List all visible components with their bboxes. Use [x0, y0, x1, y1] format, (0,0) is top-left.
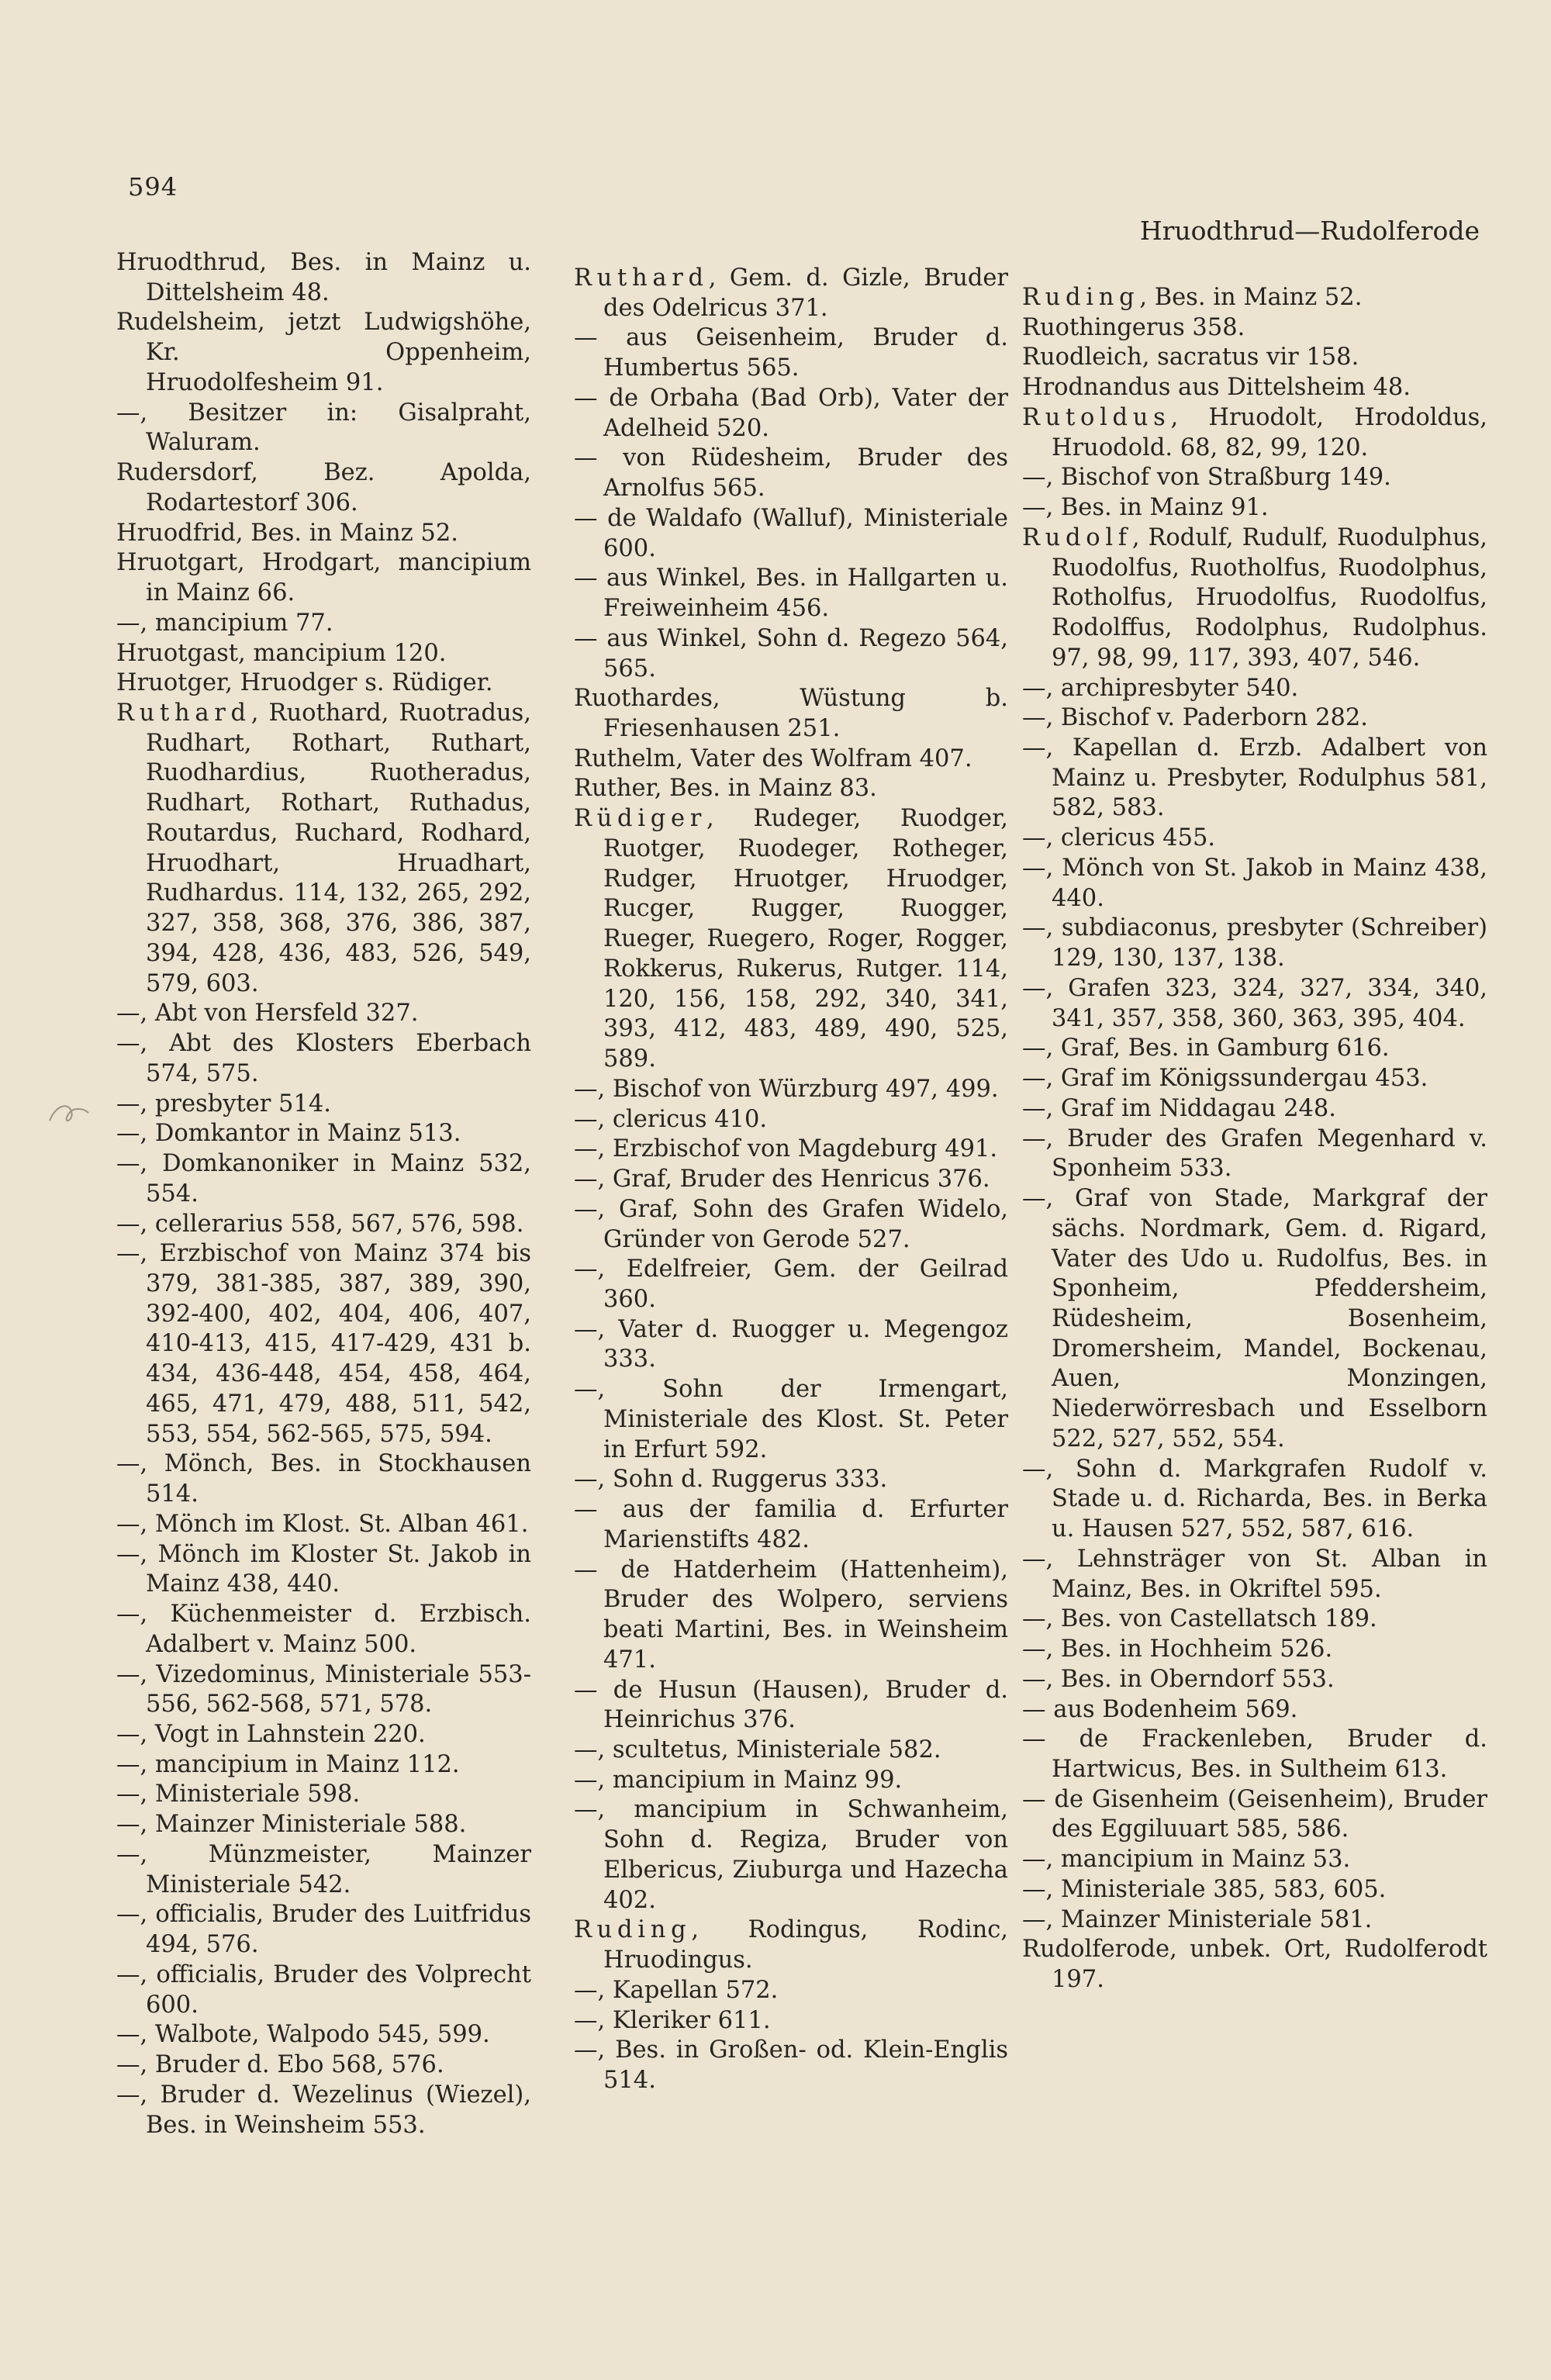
index-entry: Ruding, Bes. in Mainz 52. — [1022, 284, 1363, 311]
index-entry: —, Mönch von St. Jakob in Mainz 438, 440. — [1022, 854, 1487, 912]
index-entry: —, scultetus, Ministeriale 582. — [574, 1736, 941, 1763]
index-entry: —, Kapellan d. Erzb. Adalbert von Mainz u. Presbyter, Rodulphus 581, 582, 583. — [1022, 734, 1487, 822]
pencil-margin-mark-icon — [45, 1097, 92, 1131]
index-entry: Ruther, Bes. in Mainz 83. — [574, 775, 877, 803]
index-entry: —, Abt des Klosters Eberbach 574, 575. — [116, 1030, 531, 1087]
index-entry: —, Bes. in Hochheim 526. — [1022, 1636, 1333, 1663]
index-entry: —, Lehnsträger von St. Alban in Mainz, Bes. in Okriftel 595. — [1022, 1545, 1487, 1603]
index-column-2 — [574, 264, 1008, 2096]
index-entry: —, subdiaconus, presbyter (Schreiber) 129, 130, 137, 138. — [1022, 914, 1487, 972]
index-entry: —, Graf von Stade, Markgraf der sächs. Nordmark, Gem. d. Rigard, Vater des Udo u. Rudolfus, Bes. in Sponheim, Pfeddersheim, Rüdesheim, Bosenheim, Dromersheim, Mandel, Bockenau, Auen, Monzingen, Niederwörresbach und Esselborn 522, 527, 552, 554. — [1022, 1185, 1487, 1453]
index-entry: —, Ministeriale 598. — [116, 1781, 361, 1808]
index-entry: —, Mönch, Bes. in Stockhausen 514. — [116, 1450, 531, 1508]
index-entry: —, Kapellan 572. — [574, 1976, 779, 2004]
index-entry: Hruotger, Hruodger s. Rüdiger. — [116, 669, 493, 697]
running-head: Hruodthrud—Rudolferode — [1139, 216, 1480, 246]
index-entry: —, Vater d. Ruogger u. Megengoz 333. — [574, 1315, 1008, 1373]
index-entry: —, Bischof von Straßburg 149. — [1022, 464, 1391, 492]
index-entry: —, Mainzer Ministeriale 581. — [1022, 1905, 1373, 1933]
index-entry: —, Bruder des Grafen Megenhard v. Sponheim 533. — [1022, 1124, 1487, 1183]
index-entry: —, clericus 410. — [574, 1105, 768, 1133]
index-entry: — aus Winkel, Sohn d. Regezo 564, 565. — [574, 624, 1008, 682]
index-entry: —, mancipium in Mainz 53. — [1022, 1846, 1351, 1874]
index-entry: —, Ministeriale 385, 583, 605. — [1022, 1875, 1387, 1903]
index-entry: —, Graf, Bes. in Gamburg 616. — [1022, 1035, 1390, 1062]
index-entry: — de Waldafo (Walluf), Ministeriale 600. — [574, 504, 1008, 562]
index-entry: Ruthard, Gem. d. Gizle, Bruder des Odelricus 371. — [574, 264, 1008, 322]
index-entry: — de Orbaha (Bad Orb), Vater der Adelheid 520. — [574, 384, 1008, 442]
index-entry: Ruthelm, Vater des Wolfram 407. — [574, 744, 972, 772]
index-entry: —, Bes. in Oberndorf 553. — [1022, 1665, 1335, 1693]
index-entry: — aus Winkel, Bes. in Hallgarten u. Freiweinheim 456. — [574, 565, 1008, 623]
index-entry: Hruotgart, Hrodgart, mancipium in Mainz 66. — [116, 549, 531, 607]
index-entry: Rudolferode, unbek. Ort, Rudolferodt 197. — [1022, 1936, 1487, 1994]
index-entry: — de Gisenheim (Geisenheim), Bruder des Eggiluuart 585, 586. — [1022, 1785, 1487, 1843]
index-entry: —, archipresbyter 540. — [1022, 674, 1299, 702]
index-entry: —, Sohn der Irmengart, Ministeriale des Klost. St. Peter in Erfurt 592. — [574, 1376, 1008, 1463]
index-column-1 — [116, 248, 531, 2140]
index-entry: —, cellerarius 558, 567, 576, 598. — [116, 1210, 524, 1238]
index-entry: —, Erzbischof von Magdeburg 491. — [574, 1135, 998, 1163]
index-entry: —, Besitzer in: Gisalpraht, Waluram. — [116, 399, 531, 457]
index-entry: —, Erzbischof von Mainz 374 bis 379, 381-385, 387, 389, 390, 392-400, 402, 404, 406, 407, 410-413, 415, 417-429, 431 b. 434, 436-448, 454, 458, 464, 465, 471, 479, 488, 511, 542, 553, 554, 562-565, 575, 594. — [116, 1240, 531, 1448]
index-entry: —, Domkantor in Mainz 513. — [116, 1120, 461, 1148]
index-entry: — de Frackenleben, Bruder d. Hartwicus, Bes. in Sultheim 613. — [1022, 1725, 1487, 1783]
index-entry: Hrodnandus aus Dittelsheim 48. — [1022, 374, 1411, 402]
index-entry: —, officialis, Bruder des Luitfridus 494, 576. — [116, 1901, 531, 1959]
index-entry: —, Grafen 323, 324, 327, 334, 340, 341, 357, 358, 360, 363, 395, 404. — [1022, 974, 1487, 1032]
index-entry: —, Kleriker 611. — [574, 2006, 771, 2034]
index-entry: Hruodthrud, Bes. in Mainz u. Dittelsheim 48. — [116, 249, 531, 306]
index-entry: —, Küchenmeister d. Erzbisch. Adalbert v. Mainz 500. — [116, 1601, 531, 1658]
index-entry: —, mancipium 77. — [116, 609, 333, 637]
index-entry: —, Mönch im Kloster St. Jakob in Mainz 438, 440. — [116, 1540, 531, 1598]
index-entry: —, Bes. in Großen- od. Klein-Englis 514. — [574, 2036, 1008, 2095]
index-entry: — de Hatderheim (Hattenheim), Bruder des Wolpero, serviens beati Martini, Bes. in Weinsheim 471. — [574, 1556, 1008, 1674]
index-entry: Rudolf, Rodulf, Rudulf, Ruodulphus, Ruodolfus, Ruotholfus, Ruodolphus, Rotholfus, Hruodolfus, Ruodolfus, Rodolffus, Rodolphus, Rudolphus. 97, 98, 99, 117, 393, 407, 546. — [1022, 523, 1487, 672]
index-entry: —, Graf im Königssundergau 453. — [1022, 1065, 1428, 1093]
index-entry: Ruodleich, sacratus vir 158. — [1022, 344, 1359, 371]
index-column-3 — [1022, 283, 1487, 1995]
index-entry: Ruding, Rodingus, Rodinc, Hruodingus. — [574, 1916, 1008, 1974]
index-entry: —, Sohn d. Markgrafen Rudolf v. Stade u. d. Richarda, Bes. in Berka u. Hausen 527, 552, 587, 616. — [1022, 1455, 1487, 1543]
index-entry: —, Sohn d. Ruggerus 333. — [574, 1466, 888, 1494]
index-entry: —, Münzmeister, Mainzer Ministeriale 542. — [116, 1840, 531, 1898]
index-entry: Hruotgast, mancipium 120. — [116, 639, 447, 667]
index-entry: —, mancipium in Schwanheim, Sohn d. Regiza, Bruder von Elbericus, Ziuburga und Hazecha 402. — [574, 1796, 1008, 1914]
index-entry: —, Bes. in Mainz 91. — [1022, 494, 1269, 522]
index-entry: —, officialis, Bruder des Volprecht 600. — [116, 1960, 531, 2019]
index-entry: —, Domkanoniker in Mainz 532, 554. — [116, 1150, 531, 1207]
index-entry: —, Bes. von Castellatsch 189. — [1022, 1605, 1377, 1633]
index-entry: Ruothingerus 358. — [1022, 313, 1245, 341]
index-entry: —, Bischof von Würzburg 497, 499. — [574, 1075, 999, 1103]
index-entry: Ruthard, Ruothard, Ruotradus, Rudhart, Rothart, Ruthart, Ruodhardius, Ruotheradus, Rudhart, Rothart, Ruthadus, Routardus, Ruchard, Rodhard, Hruodhart, Hruadhart, Rudhardus. 114, 132, 265, 292, 327, 358, 368, 376, 386, 387, 394, 428, 436, 483, 526, 549, 579, 603. — [116, 699, 531, 997]
index-entry: Rudersdorf, Bez. Apolda, Rodartestorf 306. — [116, 459, 531, 516]
index-entry: —, mancipium in Mainz 112. — [116, 1750, 460, 1778]
index-entry: — aus Bodenheim 569. — [1022, 1695, 1298, 1723]
index-entry: —, Walbote, Walpodo 545, 599. — [116, 2021, 490, 2049]
index-entry: —, Edelfreier, Gem. der Geilrad 360. — [574, 1256, 1008, 1313]
index-entry: —, Graf, Sohn des Grafen Widelo, Gründer von Gerode 527. — [574, 1195, 1008, 1253]
index-entry: —, Graf im Niddagau 248. — [1022, 1094, 1337, 1122]
index-entry: Rutoldus, Hruodolt, Hrodoldus, Hruodold. 68, 82, 99, 120. — [1022, 403, 1487, 461]
index-entry: —, Bischof v. Paderborn 282. — [1022, 704, 1368, 732]
index-entry: Rudelsheim, jetzt Ludwigshöhe, Kr. Oppenheim, Hruodolfesheim 91. — [116, 309, 531, 396]
index-entry: Hruodfrid, Bes. in Mainz 52. — [116, 519, 458, 547]
index-entry: —, presbyter 514. — [116, 1090, 331, 1117]
index-entry: —, clericus 455. — [1022, 824, 1216, 852]
index-entry: —, Bruder d. Wezelinus (Wiezel), Bes. in Weinsheim 553. — [116, 2081, 531, 2139]
index-entry: — aus Geisenheim, Bruder d. Humbertus 565. — [574, 324, 1008, 382]
index-entry: Ruothardes, Wüstung b. Friesenhausen 251. — [574, 685, 1008, 743]
index-entry: —, Mönch im Klost. St. Alban 461. — [116, 1510, 529, 1538]
index-entry: —, Bruder d. Ebo 568, 576. — [116, 2051, 444, 2079]
index-entry: —, mancipium in Mainz 99. — [574, 1766, 903, 1794]
index-entry: —, Abt von Hersfeld 327. — [116, 1000, 419, 1028]
index-entry: —, Vizedominus, Ministeriale 553-556, 562-568, 571, 578. — [116, 1660, 531, 1719]
index-entry: —, Graf, Bruder des Henricus 376. — [574, 1166, 990, 1193]
index-entry: —, Mainzer Ministeriale 588. — [116, 1811, 467, 1839]
index-entry: — aus der familia d. Erfurter Marienstifts 482. — [574, 1496, 1008, 1553]
index-entry: — von Rüdesheim, Bruder des Arnolfus 565. — [574, 444, 1008, 503]
index-entry: Rüdiger, Rudeger, Ruodger, Ruotger, Ruodeger, Rotheger, Rudger, Hruotger, Hruodger, Rucger, Rugger, Ruogger, Rueger, Ruegero, Roger, Rogger, Rokkerus, Rukerus, Rutger. 114, 120, 156, 158, 292, 340, 341, 393, 412, 483, 489, 490, 525, 589. — [574, 805, 1008, 1073]
index-entry: —, Vogt in Lahnstein 220. — [116, 1720, 426, 1748]
page-number: 594 — [128, 172, 178, 202]
index-entry: — de Husun (Hausen), Bruder d. Heinrichus 376. — [574, 1676, 1008, 1734]
